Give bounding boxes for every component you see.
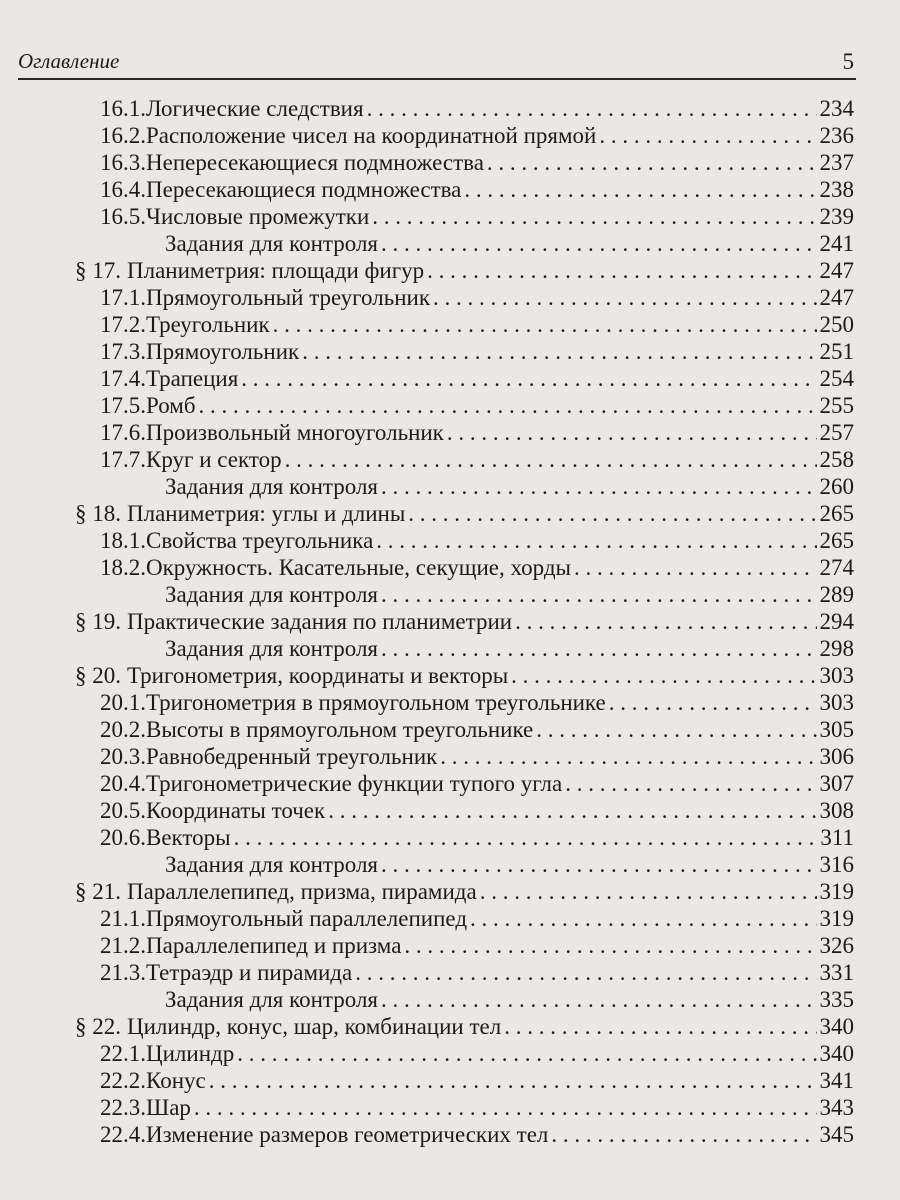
dot-leader: [367, 95, 817, 122]
entry-page: 303: [819, 690, 854, 715]
dot-leader: [404, 932, 816, 959]
entry-title: Высоты в прямоугольном треугольнике: [146, 717, 534, 742]
entry-number: 17.6.: [100, 420, 146, 445]
entry-title: Задания для контроля: [165, 231, 378, 256]
dot-leader: [487, 149, 817, 176]
entry-number: 20.5.: [100, 798, 146, 823]
entry-page: 303: [819, 663, 854, 688]
entry-page: 298: [819, 636, 854, 661]
entry-number: 20.2.: [100, 717, 146, 742]
toc-subsection: [0, 149, 900, 176]
toc-section: [0, 500, 900, 527]
toc-subsection: [0, 203, 900, 230]
toc-subsection: [0, 554, 900, 581]
entry-number: 16.5.: [100, 204, 146, 229]
entry-number: 16.2.: [100, 123, 146, 148]
entry-page: 260: [819, 474, 854, 499]
entry-page: 251: [819, 339, 854, 364]
entry-number: § 22.: [75, 1014, 121, 1039]
dot-leader: [328, 797, 816, 824]
entry-title: Тетраэдр и пирамида: [146, 960, 353, 985]
entry-page: 331: [819, 960, 854, 985]
entry-title: Цилиндр, конус, шар, комбинации тел: [127, 1014, 502, 1039]
entry-number: § 21.: [75, 879, 121, 904]
toc-tasks: [0, 851, 900, 878]
dot-leader: [470, 905, 816, 932]
entry-title: Круг и сектор: [146, 447, 282, 472]
entry-title: Числовые промежутки: [146, 204, 370, 229]
entry-title: Логические следствия: [146, 96, 364, 121]
entry-title: Расположение чисел на координатной прямой: [146, 123, 597, 148]
entry-page: 289: [819, 582, 854, 607]
entry-title: Свойства треугольника: [146, 528, 374, 553]
toc-subsection: [0, 365, 900, 392]
entry-page: 311: [820, 825, 854, 850]
entry-page: 241: [819, 231, 854, 256]
toc-subsection: [0, 1094, 900, 1121]
dot-leader: [565, 770, 816, 797]
entry-title: Задания для контроля: [165, 852, 378, 877]
toc-subsection: [0, 770, 900, 797]
entry-number: 17.2.: [100, 312, 146, 337]
dot-leader: [209, 1067, 817, 1094]
entry-number: 17.5.: [100, 393, 146, 418]
entry-number: 17.4.: [100, 366, 146, 391]
dot-leader: [504, 1013, 816, 1040]
entry-number: 16.3.: [100, 150, 146, 175]
entry-page: 234: [819, 96, 854, 121]
toc-subsection: [0, 446, 900, 473]
entry-page: 335: [819, 987, 854, 1012]
dot-leader: [376, 527, 816, 554]
toc-subsection: [0, 1121, 900, 1148]
entry-title: Цилиндр: [146, 1041, 235, 1066]
toc-subsection: [0, 932, 900, 959]
entry-page: 274: [819, 555, 854, 580]
toc-section: [0, 1013, 900, 1040]
entry-number: 17.1.: [100, 285, 146, 310]
toc-subsection: [0, 716, 900, 743]
entry-page: 319: [819, 879, 854, 904]
dot-leader: [381, 581, 817, 608]
entry-page: 265: [819, 528, 854, 553]
dot-leader: [511, 662, 816, 689]
toc-section: [0, 662, 900, 689]
entry-page: 258: [819, 447, 854, 472]
entry-page: 341: [819, 1068, 854, 1093]
dot-leader: [237, 1040, 816, 1067]
entry-title: Непересекающиеся подмножества: [146, 150, 484, 175]
dot-leader: [574, 554, 817, 581]
entry-page: 255: [819, 393, 854, 418]
entry-page: 237: [819, 150, 854, 175]
toc-tasks: [0, 230, 900, 257]
entry-title: Треугольник: [146, 312, 270, 337]
entry-title: Координаты точек: [146, 798, 326, 823]
entry-page: 345: [819, 1122, 854, 1147]
dot-leader: [199, 392, 817, 419]
entry-title: Векторы: [146, 825, 231, 850]
entry-number: 21.1.: [100, 906, 146, 931]
dot-leader: [194, 1094, 817, 1121]
dot-leader: [381, 635, 817, 662]
entry-title: Прямоугольный треугольник: [146, 285, 430, 310]
page-number: 5: [842, 49, 854, 74]
dot-leader: [433, 284, 817, 311]
entry-number: 16.4.: [100, 177, 146, 202]
dot-leader: [372, 203, 816, 230]
entry-title: Произвольный многоугольник: [146, 420, 444, 445]
toc-subsection: [0, 95, 900, 122]
dot-leader: [381, 851, 817, 878]
header-title: Оглавление: [18, 49, 120, 73]
toc-subsection: [0, 419, 900, 446]
entry-number: 22.4.: [100, 1122, 146, 1147]
entry-page: 305: [819, 717, 854, 742]
entry-title: Планиметрия: площади фигур: [127, 258, 425, 283]
dot-leader: [515, 608, 816, 635]
entry-title: Параллелепипед и призма: [146, 933, 402, 958]
entry-page: 326: [819, 933, 854, 958]
dot-leader: [440, 743, 816, 770]
entry-title: Прямоугольный параллелепипед: [146, 906, 468, 931]
dot-leader: [381, 473, 817, 500]
toc-subsection: [0, 284, 900, 311]
dot-leader: [551, 1121, 816, 1148]
entry-number: 22.1.: [100, 1041, 146, 1066]
entry-title: Тригонометрические функции тупого угла: [146, 771, 563, 796]
entry-page: 238: [819, 177, 854, 202]
toc-subsection: [0, 1040, 900, 1067]
entry-page: 247: [819, 258, 854, 283]
dot-leader: [427, 257, 816, 284]
toc-tasks: [0, 473, 900, 500]
dot-leader: [480, 878, 817, 905]
dot-leader: [609, 689, 817, 716]
entry-number: 20.4.: [100, 771, 146, 796]
entry-page: 343: [819, 1095, 854, 1120]
entry-title: Пересекающиеся подмножества: [146, 177, 462, 202]
entry-title: Конус: [146, 1068, 206, 1093]
entry-title: Задания для контроля: [165, 987, 378, 1012]
entry-number: § 19.: [75, 609, 121, 634]
entry-number: 22.2.: [100, 1068, 146, 1093]
dot-leader: [464, 176, 816, 203]
entry-number: 16.1.: [100, 96, 146, 121]
entry-title: Тригонометрия, координаты и векторы: [127, 663, 509, 688]
entry-page: 306: [819, 744, 854, 769]
entry-title: Изменение размеров геометрических тел: [146, 1122, 549, 1147]
toc-subsection: [0, 797, 900, 824]
entry-number: § 17.: [75, 258, 121, 283]
entry-title: Шар: [146, 1095, 191, 1120]
dot-leader: [241, 365, 816, 392]
dot-leader: [408, 500, 816, 527]
toc-subsection: [0, 1067, 900, 1094]
toc-tasks: [0, 581, 900, 608]
toc-subsection: [0, 122, 900, 149]
entry-page: 257: [819, 420, 854, 445]
toc-subsection: [0, 689, 900, 716]
entry-page: 316: [819, 852, 854, 877]
toc-subsection: [0, 527, 900, 554]
toc-subsection: [0, 311, 900, 338]
entry-title: Трапеция: [146, 366, 239, 391]
entry-page: 254: [819, 366, 854, 391]
entry-page: 340: [819, 1014, 854, 1039]
entry-number: 18.1.: [100, 528, 146, 553]
entry-number: 20.1.: [100, 690, 146, 715]
entry-number: § 18.: [75, 501, 121, 526]
running-header: [18, 44, 856, 80]
entry-number: 21.3.: [100, 960, 146, 985]
entry-page: 319: [819, 906, 854, 931]
entry-number: 17.3.: [100, 339, 146, 364]
entry-page: 236: [819, 123, 854, 148]
toc-subsection: [0, 959, 900, 986]
toc-subsection: [0, 392, 900, 419]
toc-section: [0, 608, 900, 635]
dot-leader: [599, 122, 816, 149]
entry-title: Параллелепипед, призма, пирамида: [127, 879, 477, 904]
toc-subsection: [0, 176, 900, 203]
entry-page: 307: [819, 771, 854, 796]
dot-leader: [536, 716, 816, 743]
entry-title: Окружность. Касательные, секущие, хорды: [146, 555, 571, 580]
entry-title: Равнобедренный треугольник: [146, 744, 438, 769]
toc-subsection: [0, 338, 900, 365]
dot-leader: [234, 824, 818, 851]
entry-title: Задания для контроля: [165, 636, 378, 661]
dot-leader: [273, 311, 817, 338]
entry-page: 340: [819, 1041, 854, 1066]
entry-number: § 20.: [75, 663, 121, 688]
table-of-contents: [0, 95, 900, 1148]
toc-subsection: [0, 905, 900, 932]
entry-title: Прямоугольник: [146, 339, 300, 364]
entry-number: 22.3.: [100, 1095, 146, 1120]
entry-page: 294: [819, 609, 854, 634]
toc-subsection: [0, 743, 900, 770]
entry-number: 17.7.: [100, 447, 146, 472]
dot-leader: [447, 419, 817, 446]
dot-leader: [302, 338, 816, 365]
entry-title: Ромб: [146, 393, 196, 418]
dot-leader: [285, 446, 817, 473]
entry-number: 18.2.: [100, 555, 146, 580]
entry-title: Тригонометрия в прямоугольном треугольнике: [146, 690, 606, 715]
entry-number: 20.6.: [100, 825, 146, 850]
entry-page: 247: [819, 285, 854, 310]
toc-subsection: [0, 824, 900, 851]
dot-leader: [355, 959, 816, 986]
entry-number: 20.3.: [100, 744, 146, 769]
dot-leader: [381, 986, 817, 1013]
entry-title: Задания для контроля: [165, 474, 378, 499]
entry-page: 239: [819, 204, 854, 229]
entry-title: Задания для контроля: [165, 582, 378, 607]
toc-section: [0, 257, 900, 284]
toc-tasks: [0, 635, 900, 662]
entry-title: Планиметрия: углы и длины: [127, 501, 406, 526]
entry-title: Практические задания по планиметрии: [127, 609, 513, 634]
toc-tasks: [0, 986, 900, 1013]
dot-leader: [381, 230, 817, 257]
entry-page: 250: [819, 312, 854, 337]
entry-page: 308: [819, 798, 854, 823]
entry-number: 21.2.: [100, 933, 146, 958]
toc-section: [0, 878, 900, 905]
entry-page: 265: [819, 501, 854, 526]
